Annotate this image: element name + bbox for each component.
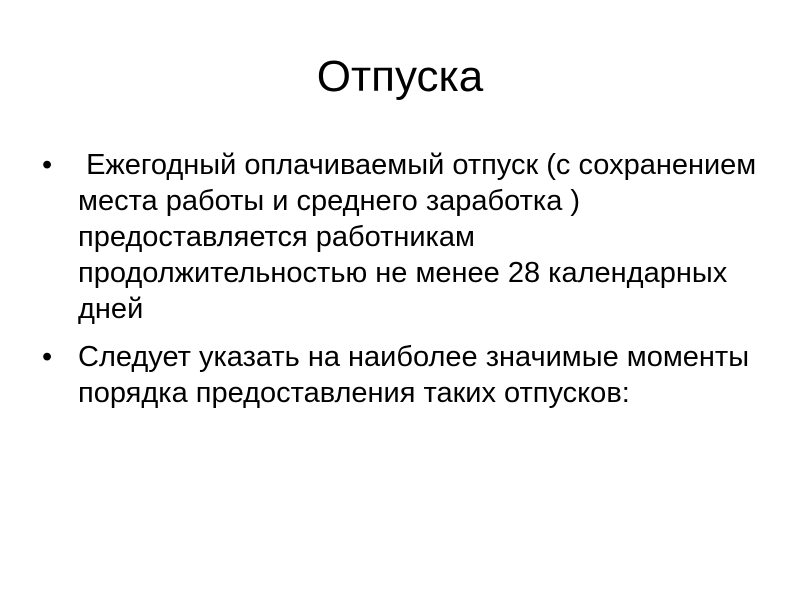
- bullet-icon: •: [42, 149, 53, 181]
- bullet-text: Ежегодный оплачиваемый отпуск (с сохранением места работы и среднего заработка ) предоставляется работникам продолжительностью не менее 28 календарных дней: [78, 149, 765, 325]
- bullet-text: Следует указать на наиболее значимые моменты порядка предоставления таких отпусков:: [78, 341, 758, 409]
- list-item: [40, 147, 765, 327]
- bullet-list: [40, 147, 765, 423]
- slide-title: Отпуска: [316, 52, 484, 101]
- bullet-icon: •: [42, 341, 53, 373]
- list-item: [40, 339, 760, 411]
